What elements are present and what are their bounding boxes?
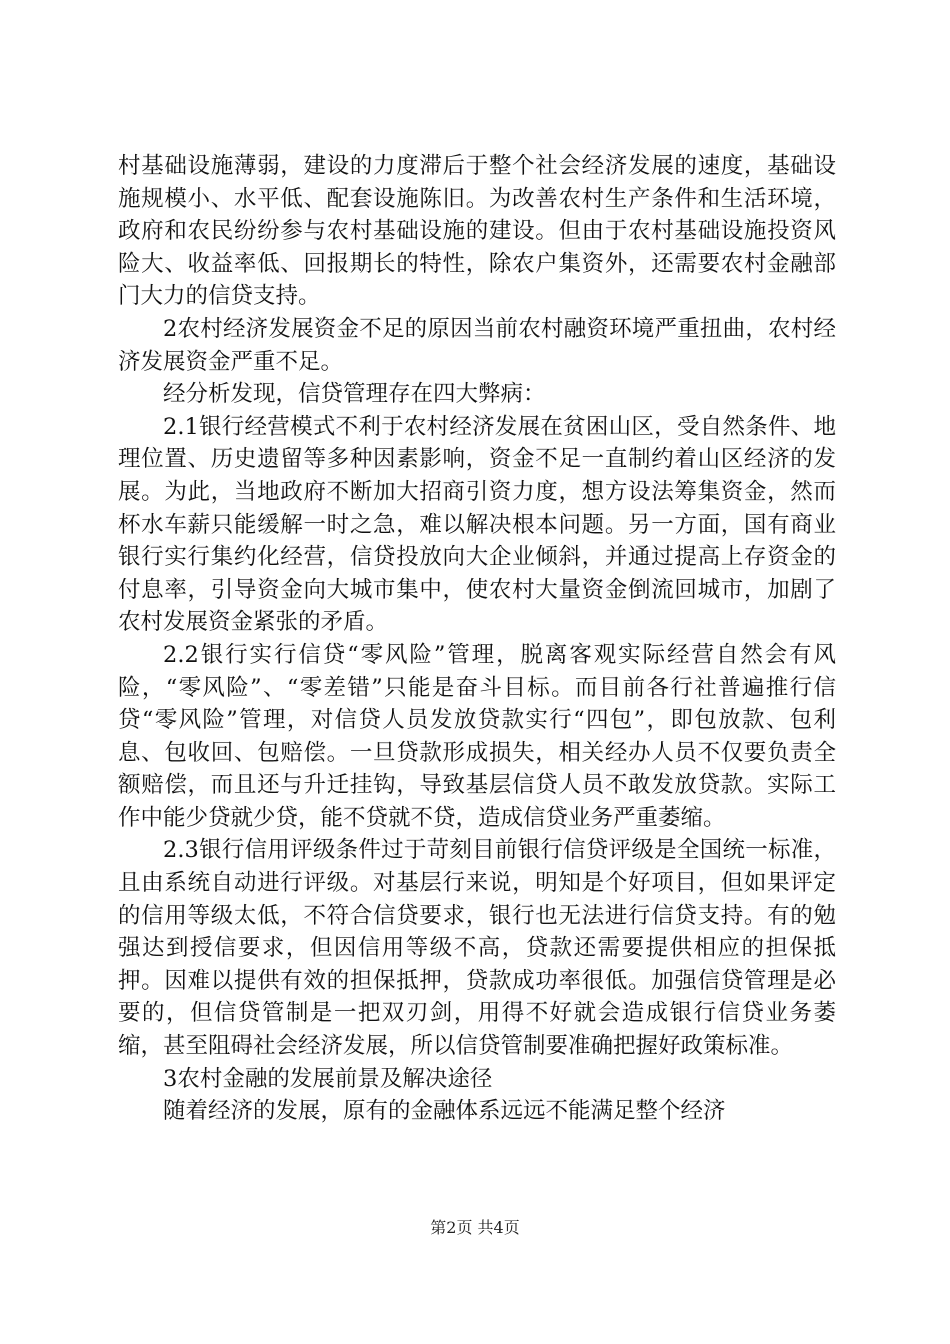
- paragraph-section-3-body: 随着经济的发展，原有的金融体系远远不能满足整个经济: [163, 1098, 726, 1125]
- paragraph-section-2-heading: 2农村经济发展资金不足的原因当前农村融资环境严重扭曲，农村经济发展资金严重不足。: [118, 315, 836, 375]
- paragraph-section-3-heading: 3农村金融的发展前景及解决途径: [163, 1065, 493, 1092]
- page-footer: 第2页 共4页: [430, 1218, 520, 1237]
- paragraph-infrastructure: 村基础设施薄弱，建设的力度滞后于整个社会经济发展的速度，基础设施规模小、水平低、配套设施陈旧。为改善农村生产条件和生活环境，政府和农民纷纷参与农村基础设施的建设。但由于农村基础设施投资风险大、收益率低、回报期长的特性，除农户集资外，还需要农村金融部门大力的信贷支持。: [118, 153, 836, 310]
- paragraph-four-problems: 经分析发现，信贷管理存在四大弊病：: [163, 381, 546, 408]
- paragraph-section-2-1: 2.1银行经营模式不利于农村经济发展在贫困山区，受自然条件、地理位置、历史遗留等多种因素影响，资金不足一直制约着山区经济的发展。为此，当地政府不断加大招商引资力度，想方设法筹集资金，然而杯水车薪只能缓解一时之急，难以解决根本问题。另一方面，国有商业银行实行集约化经营，信贷投放向大企业倾斜，并通过提高上存资金的付息率，引导资金向大城市集中，使农村大量资金倒流回城市，加剧了农村发展资金紧张的矛盾。: [118, 413, 836, 636]
- paragraph-section-2-2: 2.2银行实行信贷“零风险”管理，脱离客观实际经营自然会有风险，“零风险”、“零差错”只能是奋斗目标。而目前各行社普遍推行信贷“零风险”管理，对信贷人员发放贷款实行“四包”，即包放款、包利息、包收回、包赔偿。一旦贷款形成损失，相关经办人员不仅要负责全额赔偿，而且还与升迁挂钩，导致基层信贷人员不敢发放贷款。实际工作中能少贷就少贷，能不贷就不贷，造成信贷业务严重萎缩。: [118, 641, 836, 831]
- paragraph-section-2-3: 2.3银行信用评级条件过于苛刻目前银行信贷评级是全国统一标准，且由系统自动进行评级。对基层行来说，明知是个好项目，但如果评定的信用等级太低，不符合信贷要求，银行也无法进行信贷支持。有的勉强达到授信要求，但因信用等级不高，贷款还需要提供相应的担保抵押。因难以提供有效的担保抵押，贷款成功率很低。加强信贷管理是必要的，但信贷管制是一把双刃剑，用得不好就会造成银行信贷业务萎缩，甚至阻碍社会经济发展，所以信贷管制要准确把握好政策标准。: [118, 837, 836, 1060]
- document-body: [118, 150, 836, 1128]
